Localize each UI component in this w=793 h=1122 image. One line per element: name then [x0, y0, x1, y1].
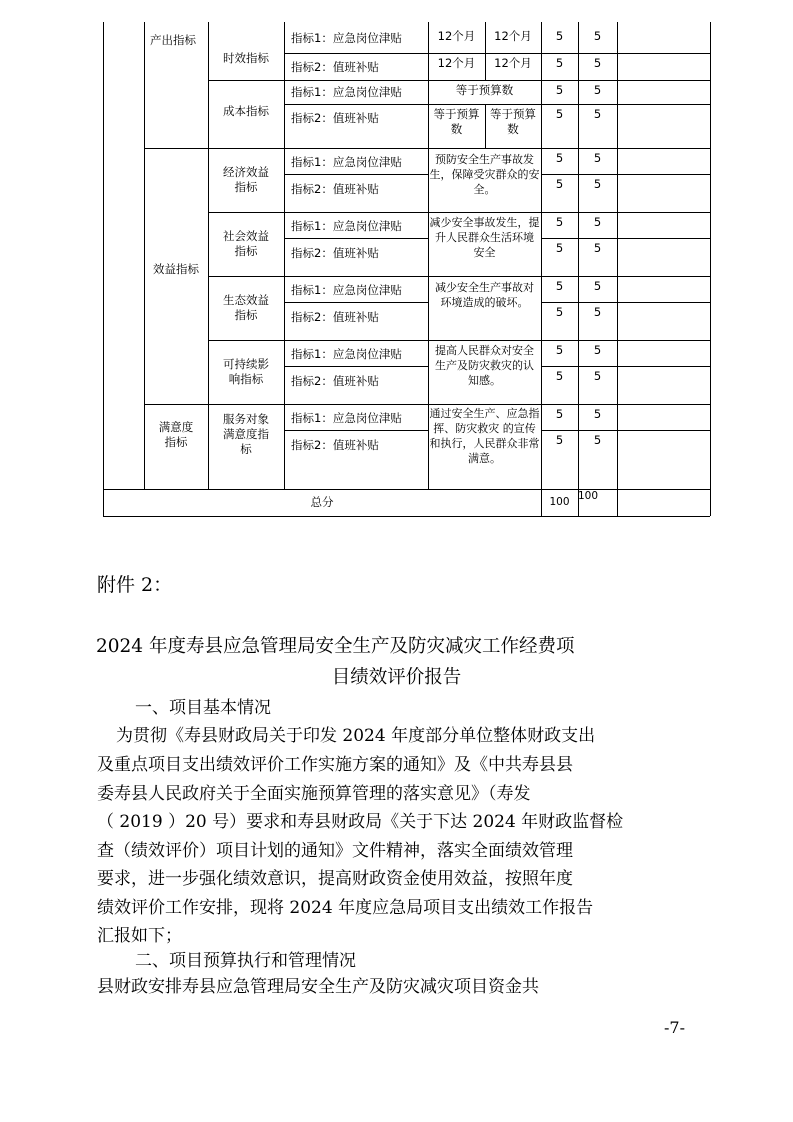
score-value: 5 — [593, 83, 602, 97]
score-value: 5 — [593, 107, 602, 121]
table-row-line — [144, 404, 710, 405]
weight-value: 5 — [555, 241, 564, 255]
table-row-line — [541, 430, 710, 431]
body-line: 绩效评价工作安排，现将 2024 年度应急局项目支出绩效工作报告 — [97, 898, 594, 918]
body-line: 为贯彻《寿县财政局关于印发 2024 年度部分单位整体财政支出 — [116, 726, 596, 746]
annual-target-value: 12个月 — [437, 56, 476, 70]
table-row-line — [208, 80, 710, 81]
weight-value: 5 — [555, 433, 564, 447]
table-row-line — [103, 489, 710, 490]
body-line: 汇报如下； — [97, 926, 182, 946]
table-col-line — [617, 22, 618, 516]
table-row-line — [284, 430, 428, 431]
body-line: 要求，进一步强化绩效意识，提高财政资金使用效益，按照年度 — [97, 869, 573, 889]
table-border-right — [710, 22, 711, 516]
timeliness-label: 时效指标 — [223, 51, 269, 65]
table-border-bottom — [103, 516, 710, 517]
indicator-1-label: 指标1：应急岗位津贴 — [291, 85, 402, 99]
score-value: 5 — [593, 29, 602, 43]
indicator-2-label: 指标2：值班补贴 — [291, 310, 379, 324]
weight-value: 5 — [555, 83, 564, 97]
table-row-line — [541, 238, 710, 239]
annual-target-value: 等于预算 数 — [433, 107, 480, 136]
score-value: 5 — [593, 343, 602, 357]
body-line: 及重点项目支出绩效评价工作实施方案的通知》及《中共寿县县 — [97, 755, 573, 775]
body-line: 委寿县人民政府关于全面实施预算管理的落实意见》（寿发 — [97, 784, 531, 804]
table-row-line — [208, 212, 710, 213]
table-row-line — [284, 53, 710, 54]
report-title-line-1: 2024 年度寿县应急管理局安全生产及防灾减灾工作经费项 — [96, 636, 575, 657]
actual-value: 等于预算 数 — [490, 107, 536, 136]
score-value: 5 — [593, 215, 602, 229]
economic-benefit-value: 预防安全生产事故发 生，保障受灾群众的安 全。 — [429, 153, 540, 196]
indicator-1-label: 指标1：应急岗位津贴 — [291, 155, 402, 169]
indicator-1-label: 指标1：应急岗位津贴 — [291, 411, 402, 425]
page-number: -7- — [664, 1018, 685, 1037]
indicator-2-label: 指标2：值班补贴 — [291, 438, 379, 452]
indicator-2-label: 指标2：值班补贴 — [291, 246, 379, 260]
table-row-line — [541, 174, 710, 175]
ecological-benefit-label: 生态效益 指标 — [223, 293, 269, 322]
table-col-line — [284, 22, 285, 489]
service-satisfaction-label: 服务对象 满意度指 标 — [223, 412, 269, 456]
table-row-line — [541, 366, 710, 367]
cost-label: 成本指标 — [223, 104, 269, 118]
section-heading-1: 一、项目基本情况 — [135, 698, 271, 718]
indicator-2-label: 指标2：值班补贴 — [291, 60, 379, 74]
table-row-line — [284, 174, 428, 175]
sustainable-impact-value: 提高人民群众对安全 生产及防灾救灾的认 知感。 — [435, 344, 534, 387]
indicator-1-label: 指标1：应急岗位津贴 — [291, 31, 402, 45]
indicator-2-label: 指标2：值班补贴 — [291, 111, 379, 125]
weight-value: 5 — [555, 177, 564, 191]
table-row-line — [284, 104, 428, 105]
weight-value: 5 — [555, 279, 564, 293]
weight-value: 5 — [555, 151, 564, 165]
table-row-line — [428, 104, 710, 105]
table-border-left — [103, 22, 104, 516]
score-value: 5 — [593, 177, 602, 191]
table-row-line — [208, 276, 710, 277]
table-row-line — [284, 366, 428, 367]
satisfaction-indicator-label: 满意度 指标 — [158, 420, 194, 449]
score-value: 5 — [593, 151, 602, 165]
sustainable-impact-label: 可持续影 响指标 — [223, 357, 269, 386]
table-row-line — [541, 302, 710, 303]
body-line: 县财政安排寿县应急管理局安全生产及防灾减灾项目资金共 — [97, 977, 539, 997]
score-value: 5 — [593, 56, 602, 70]
table-col-line — [144, 22, 145, 489]
body-line: 查（绩效评价）项目计划的通知》文件精神，落实全面绩效管理 — [97, 841, 573, 861]
indicator-2-label: 指标2：值班补贴 — [291, 182, 379, 196]
indicator-1-label: 指标1：应急岗位津贴 — [291, 283, 402, 297]
score-value: 5 — [593, 279, 602, 293]
weight-value: 5 — [555, 215, 564, 229]
score-value: 5 — [593, 369, 602, 383]
annual-target-value: 12个月 — [437, 29, 476, 43]
indicator-1-label: 指标1：应急岗位津贴 — [291, 347, 402, 361]
weight-value: 5 — [555, 56, 564, 70]
table-row-line — [208, 340, 710, 341]
table-row-line — [144, 148, 710, 149]
actual-value: 12个月 — [494, 29, 532, 43]
economic-benefit-label: 经济效益 指标 — [223, 165, 269, 194]
indicator-1-label: 指标1：应急岗位津贴 — [291, 219, 402, 233]
report-title-line-2: 目绩效评价报告 — [331, 667, 462, 688]
score-value: 5 — [593, 407, 602, 421]
score-value: 5 — [593, 433, 602, 447]
section-heading-2: 二、项目预算执行和管理情况 — [135, 951, 356, 971]
weight-value: 5 — [555, 407, 564, 421]
social-benefit-label: 社会效益 指标 — [223, 229, 269, 258]
total-weight: 100 — [549, 496, 570, 508]
score-value: 5 — [593, 305, 602, 319]
weight-value: 5 — [555, 305, 564, 319]
table-row-line — [284, 238, 428, 239]
benefit-indicator-label: 效益指标 — [153, 262, 199, 276]
score-value: 5 — [593, 241, 602, 255]
ecological-benefit-value: 减少安全生产事故对 环境造成的破坏。 — [435, 281, 534, 309]
actual-value: 12个月 — [494, 56, 532, 70]
weight-value: 5 — [555, 29, 564, 43]
satisfaction-value: 通过安全生产、应急指 挥、防灾救灾 的宣传 和执行，人民群众非常 满意。 — [429, 407, 540, 465]
weight-value: 5 — [555, 107, 564, 121]
output-indicator-label: 产出指标 — [150, 33, 196, 47]
total-score: 100 — [578, 490, 599, 502]
weight-value: 5 — [555, 369, 564, 383]
table-row-line — [284, 302, 428, 303]
weight-value: 5 — [555, 343, 564, 357]
body-line: （ 2019 ）20 号）要求和寿县财政局《关于下达 2024 年财政监督检 — [97, 812, 624, 832]
total-score-label: 总分 — [310, 495, 334, 509]
attachment-label: 附件 2： — [97, 574, 173, 596]
social-benefit-value: 减少安全事故发生，提 升人民群众生活环境 安全 — [429, 216, 540, 259]
indicator-2-label: 指标2：值班补贴 — [291, 374, 379, 388]
cost-merged-value: 等于预算数 — [455, 83, 514, 97]
